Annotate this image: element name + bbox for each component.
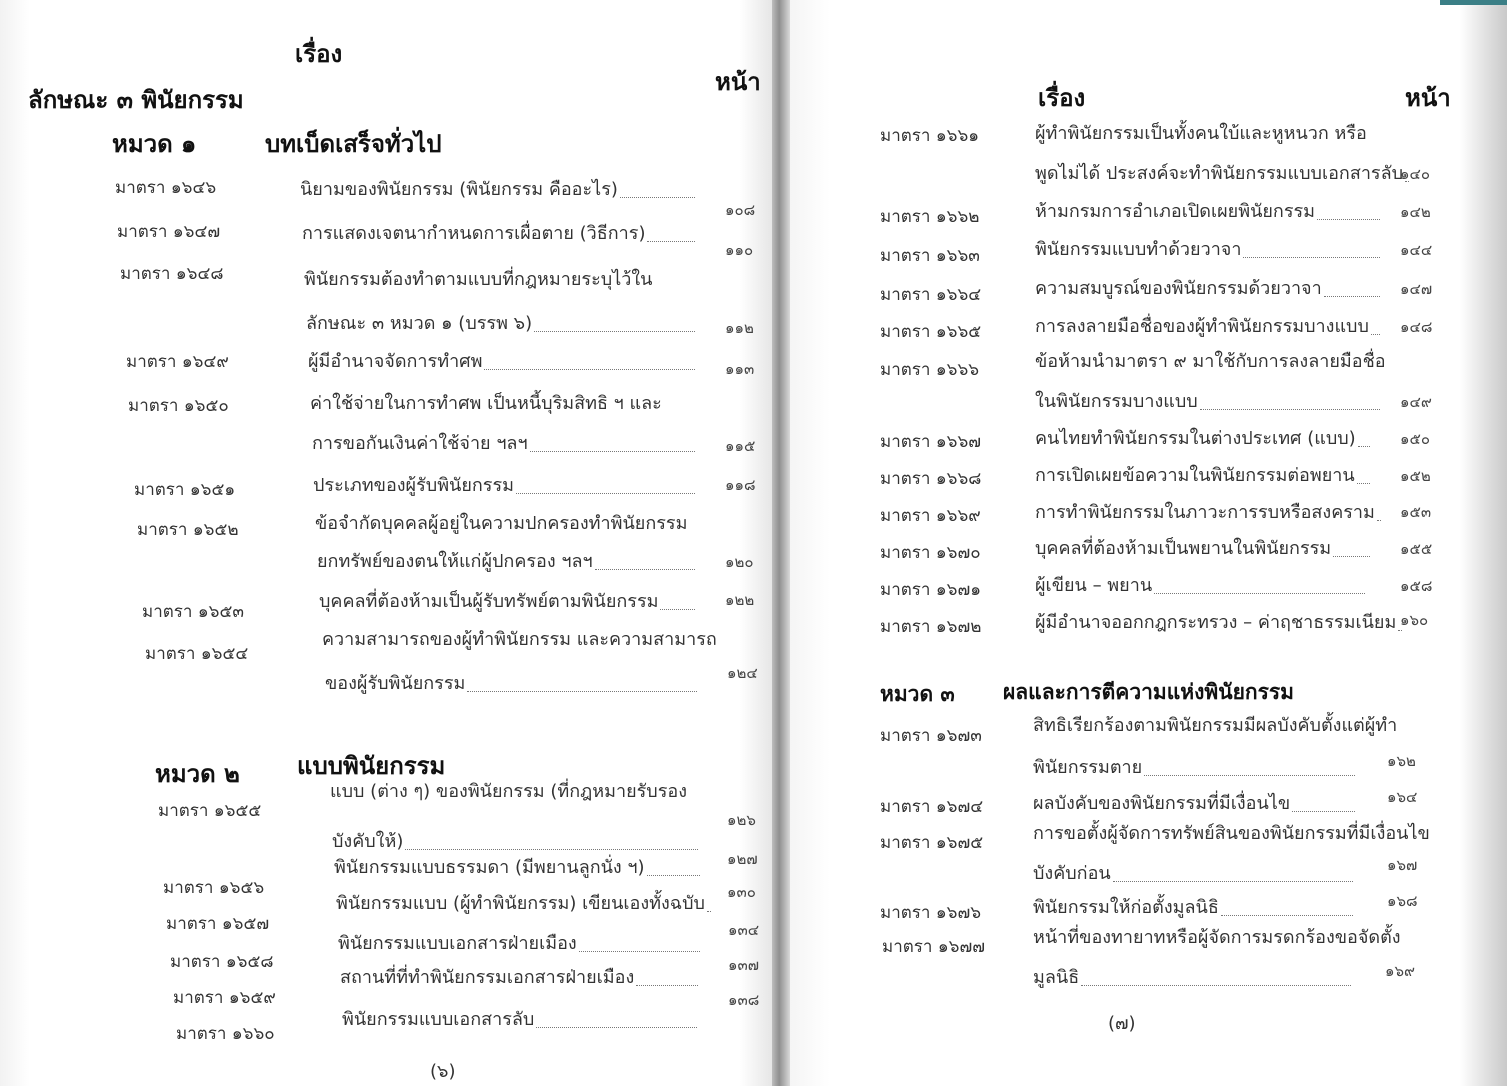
chapter-label: หมวด ๒ <box>155 760 240 788</box>
page-number: ๑๖๔ <box>1387 788 1418 806</box>
page-number: ๑๑๒ <box>725 319 754 337</box>
dot-leader <box>1081 985 1351 986</box>
entry-title: พินัยกรรมต้องทำตามแบบที่กฎหมายระบุไว้ใน <box>304 269 653 290</box>
dot-leader <box>1324 296 1380 297</box>
entry-title: ลักษณะ ๓ หมวด ๑ (บรรพ ๖) <box>306 313 533 334</box>
entry-title: บังคับก่อน <box>1033 863 1111 884</box>
page-number: ๑๖๙ <box>1385 962 1416 980</box>
toc-line[interactable] <box>310 388 702 417</box>
toc-line[interactable] <box>1035 118 1395 147</box>
entry-title: พินัยกรรมแบบธรรมดา (มีพยานลูกนั่ง ฯ) <box>334 857 645 878</box>
toc-line[interactable] <box>312 428 695 457</box>
entry-title: ของผู้รับพินัยกรรม <box>325 673 466 694</box>
section-label: มาตรา ๑๖๕๓ <box>142 602 244 622</box>
chapter-label: หมวด ๑ <box>112 130 197 158</box>
dot-leader <box>1154 593 1365 594</box>
toc-line[interactable] <box>1035 158 1404 187</box>
chapter-title: ผลและการตีความแห่งพินัยกรรม <box>1003 680 1295 704</box>
toc-line[interactable] <box>1033 710 1398 739</box>
entry-title: ผู้มีอำนาจออกกฎกระทรวง – ค่าฤชาธรรมเนียม <box>1035 612 1397 633</box>
page-number: ๑๕๒ <box>1400 467 1431 485</box>
dot-leader <box>1221 915 1353 916</box>
section-label: มาตรา ๑๖๗๗ <box>882 937 986 957</box>
entry-title: ผู้ทำพินัยกรรมเป็นทั้งคนใบ้และหูหนวก หรือ <box>1035 123 1367 144</box>
entry-title: ค่าใช้จ่ายในการทำศพ เป็นหนี้บุริมสิทธิ ฯ และ <box>310 393 662 414</box>
entry-title: ข้อจำกัดบุคคลผู้อยู่ในความปกครองทำพินัยกรรม <box>315 513 688 534</box>
section-label: มาตรา ๑๖๔๗ <box>117 222 221 242</box>
page-number: ๑๒๗ <box>727 850 758 868</box>
page-number: ๑๖๐ <box>1400 611 1429 629</box>
page-number: ๑๕๐ <box>1400 430 1431 448</box>
page-number: ๑๒๖ <box>727 811 756 829</box>
toc-line[interactable] <box>1035 460 1370 489</box>
dot-leader <box>595 569 695 570</box>
toc-line[interactable] <box>1035 196 1380 225</box>
chapter-title: แบบพินัยกรรม <box>297 752 446 780</box>
toc-line[interactable] <box>322 624 717 653</box>
dot-leader <box>1200 409 1380 410</box>
toc-line[interactable] <box>1033 752 1355 781</box>
chapter-title: บทเบ็ดเสร็จทั่วไป <box>265 130 442 158</box>
entry-title: ผลบังคับของพินัยกรรมที่มีเงื่อนไข <box>1033 793 1291 814</box>
entry-title: พินัยกรรมตาย <box>1033 757 1143 778</box>
entry-title: หน้าที่ของทายาทหรือผู้จัดการมรดกร้องขอจัดตั้ง <box>1033 927 1401 948</box>
dot-leader <box>1144 775 1355 776</box>
entry-title: ในพินัยกรรมบางแบบ <box>1035 391 1198 412</box>
page-number: ๑๔๘ <box>1400 318 1433 336</box>
entry-title: การขอตั้งผู้จัดการทรัพย์สินของพินัยกรรมที่มีเงื่อนไข <box>1033 823 1430 844</box>
entry-title: การขอกันเงินค่าใช้จ่าย ฯลฯ <box>312 433 528 454</box>
entry-title: นิยามของพินัยกรรม (พินัยกรรม คืออะไร) <box>300 179 618 200</box>
page-number: ๑๔๗ <box>1400 280 1433 298</box>
page-folio: (๖) <box>430 1061 456 1082</box>
toc-line[interactable] <box>306 308 695 337</box>
entry-title: พินัยกรรมให้ก่อตั้งมูลนิธิ <box>1033 897 1219 918</box>
page-number: ๑๖๗ <box>1387 856 1418 874</box>
background-corner <box>1440 0 1507 5</box>
entry-title: คนไทยทำพินัยกรรมในต่างประเทศ (แบบ) <box>1035 428 1356 449</box>
subject-heading: เรื่อง <box>1038 84 1086 112</box>
page-number: ๑๕๕ <box>1400 540 1433 558</box>
toc-line[interactable] <box>300 174 695 203</box>
section-label: มาตรา ๑๖๕๔ <box>145 644 249 664</box>
entry-title: บังคับให้) <box>332 831 404 852</box>
toc-line[interactable] <box>1033 922 1401 951</box>
toc-line[interactable] <box>1033 818 1430 847</box>
section-label: มาตรา ๑๖๗๖ <box>880 903 982 923</box>
dot-leader <box>1333 556 1370 557</box>
toc-line[interactable] <box>332 826 698 855</box>
section-label: มาตรา ๑๖๔๙ <box>126 352 229 372</box>
section-label: มาตรา ๑๖๔๖ <box>115 178 217 198</box>
section-label: มาตรา ๑๖๕๘ <box>170 952 274 972</box>
toc-line[interactable] <box>1035 234 1380 263</box>
section-label: มาตรา ๑๖๕๙ <box>173 988 276 1008</box>
entry-title: ห้ามกรมการอำเภอเปิดเผยพินัยกรรม <box>1035 201 1316 222</box>
page-number: ๑๕๘ <box>1400 577 1433 595</box>
toc-line[interactable] <box>308 346 695 375</box>
toc-line[interactable] <box>313 470 695 499</box>
entry-title: บุคคลที่ต้องห้ามเป็นพยานในพินัยกรรม <box>1035 538 1332 559</box>
dot-leader <box>1358 446 1370 447</box>
dot-leader <box>1317 219 1380 220</box>
page-number: ๑๖๘ <box>1387 892 1418 910</box>
dot-leader <box>647 875 700 876</box>
toc-line[interactable] <box>1033 892 1353 921</box>
entry-title: ยกทรัพย์ของตนให้แก่ผู้ปกครอง ฯลฯ <box>317 551 593 572</box>
dot-leader <box>484 369 695 370</box>
toc-line[interactable] <box>1035 533 1370 562</box>
page-number: ๑๑๐ <box>725 241 754 259</box>
entry-title: ประเภทของผู้รับพินัยกรรม <box>313 475 515 496</box>
page-number: ๑๕๓ <box>1400 503 1432 521</box>
section-label: มาตรา ๑๖๕๒ <box>137 520 239 540</box>
page-column-heading: หน้า <box>715 68 761 96</box>
entry-title: พินัยกรรมแบบเอกสารลับ <box>342 1009 535 1030</box>
page-number: ๑๒๐ <box>725 553 754 571</box>
section-label: มาตรา ๑๖๗๔ <box>880 797 984 817</box>
dot-leader <box>516 493 695 494</box>
dot-leader <box>1113 881 1353 882</box>
toc-line[interactable] <box>340 962 698 991</box>
dot-leader <box>660 609 695 610</box>
section-label: มาตรา ๑๖๖๙ <box>880 506 981 526</box>
toc-line[interactable] <box>1035 311 1380 340</box>
page-number: ๑๑๕ <box>725 437 756 455</box>
entry-title: ความสมบูรณ์ของพินัยกรรมด้วยวาจา <box>1035 278 1322 299</box>
section-label: มาตรา ๑๖๕๐ <box>128 396 229 416</box>
entry-title: สถานที่ที่ทำพินัยกรรมเอกสารฝ่ายเมือง <box>340 967 635 988</box>
entry-title: การลงลายมือชื่อของผู้ทำพินัยกรรมบางแบบ <box>1035 316 1369 337</box>
page-number: ๑๖๒ <box>1387 752 1416 770</box>
dot-leader <box>579 951 700 952</box>
toc-line[interactable] <box>1035 273 1380 302</box>
page-number: ๑๔๔ <box>1400 241 1433 259</box>
entry-title: พูดไม่ได้ ประสงค์จะทำพินัยกรรมแบบเอกสารลับ <box>1035 163 1404 184</box>
section-label: มาตรา ๑๖๖๖ <box>880 360 980 380</box>
entry-title: พินัยกรรมแบบทำด้วยวาจา <box>1035 239 1242 260</box>
page-number: ๑๒๔ <box>727 664 758 682</box>
page-number: ๑๓๘ <box>728 991 760 1009</box>
page-number: ๑๓๗ <box>728 956 760 974</box>
dot-leader <box>1243 257 1380 258</box>
section-label: มาตรา ๑๖๖๓ <box>880 246 980 266</box>
section-label: มาตรา ๑๖๖๗ <box>880 432 982 452</box>
entry-title: สิทธิเรียกร้องตามพินัยกรรมมีผลบังคับตั้งแต่ผู้ทำ <box>1033 715 1398 736</box>
dot-leader <box>620 197 695 198</box>
toc-line[interactable] <box>304 264 699 293</box>
toc-line[interactable] <box>334 852 700 881</box>
dot-leader <box>1371 334 1380 335</box>
toc-line[interactable] <box>1035 497 1375 526</box>
section-label: มาตรา ๑๖๕๑ <box>134 480 236 500</box>
entry-title: พินัยกรรมแบบ (ผู้ทำพินัยกรรม) เขียนเองทั้งฉบับ <box>336 893 705 914</box>
subject-heading: เรื่อง <box>295 40 343 68</box>
section-label: มาตรา ๑๖๖๘ <box>880 469 982 489</box>
dot-leader <box>1377 520 1381 521</box>
entry-title: แบบ (ต่าง ๆ) ของพินัยกรรม (ที่กฎหมายรับรอง <box>330 781 687 802</box>
section-label: มาตรา ๑๖๗๓ <box>880 726 982 746</box>
dot-leader <box>707 911 711 912</box>
toc-line[interactable] <box>336 888 705 917</box>
page-number: ๑๔๙ <box>1400 393 1432 411</box>
toc-line[interactable] <box>330 776 705 805</box>
part-title: ลักษณะ ๓ พินัยกรรม <box>28 86 244 114</box>
toc-line[interactable] <box>1035 607 1397 636</box>
dot-leader <box>405 849 698 850</box>
section-label: มาตรา ๑๖๖๔ <box>880 285 982 305</box>
entry-title: มูลนิธิ <box>1033 967 1080 988</box>
entry-title: บุคคลที่ต้องห้ามเป็นผู้รับทรัพย์ตามพินัยกรรม <box>319 591 659 612</box>
dot-leader <box>647 241 695 242</box>
toc-line[interactable] <box>338 928 700 957</box>
entry-title: ข้อห้ามนำมาตรา ๙ มาใช้กับการลงลายมือชื่อ <box>1035 351 1386 372</box>
dot-leader <box>1292 811 1355 812</box>
entry-title: ผู้เขียน – พยาน <box>1035 575 1153 596</box>
dot-leader <box>1357 483 1370 484</box>
section-label: มาตรา ๑๖๔๘ <box>120 264 224 284</box>
dot-leader <box>536 1027 697 1028</box>
section-label: มาตรา ๑๖๖๑ <box>880 126 980 146</box>
toc-line[interactable] <box>1033 858 1353 887</box>
page-folio: (๗) <box>1108 1013 1136 1034</box>
book-gutter <box>772 0 790 1086</box>
section-label: มาตรา ๑๖๕๖ <box>163 878 265 898</box>
toc-line[interactable] <box>1035 423 1370 452</box>
page-number: ๑๔๐ <box>1400 165 1431 183</box>
page-number: ๑๑๓ <box>725 360 755 378</box>
page-number: ๑๔๒ <box>1400 203 1431 221</box>
toc-line[interactable] <box>325 668 697 697</box>
section-label: มาตรา ๑๖๖๐ <box>176 1024 275 1044</box>
page-number: ๑๐๘ <box>725 201 756 219</box>
entry-title: การทำพินัยกรรมในภาวะการรบหรือสงคราม <box>1035 502 1375 523</box>
section-label: มาตรา ๑๖๗๕ <box>880 833 984 853</box>
section-label: มาตรา ๑๖๖๕ <box>880 322 982 342</box>
entry-title: พินัยกรรมแบบเอกสารฝ่ายเมือง <box>338 933 577 954</box>
page-number: ๑๒๒ <box>725 591 755 609</box>
section-label: มาตรา ๑๖๖๒ <box>880 207 980 227</box>
page-column-heading: หน้า <box>1405 84 1451 112</box>
toc-line[interactable] <box>1035 346 1385 375</box>
toc-line[interactable] <box>315 508 703 537</box>
section-label: มาตรา ๑๖๗๑ <box>880 580 982 600</box>
dot-leader <box>530 451 695 452</box>
entry-title: ความสามารถของผู้ทำพินัยกรรม และความสามารถ <box>322 629 717 650</box>
page-number: ๑๑๘ <box>725 476 756 494</box>
section-label: มาตรา ๑๖๕๕ <box>158 801 262 821</box>
page-number: ๑๓๐ <box>727 883 756 901</box>
chapter-label: หมวด ๓ <box>880 682 955 706</box>
toc-line[interactable] <box>342 1004 697 1033</box>
toc-line[interactable] <box>317 546 695 575</box>
dot-leader <box>636 985 698 986</box>
toc-line[interactable] <box>319 586 695 615</box>
toc-line[interactable] <box>1035 570 1365 599</box>
toc-line[interactable] <box>302 218 695 247</box>
dot-leader <box>534 331 695 332</box>
section-label: มาตรา ๑๖๗๐ <box>880 543 981 563</box>
toc-line[interactable] <box>1035 386 1380 415</box>
dot-leader <box>467 691 697 692</box>
toc-line[interactable] <box>1033 788 1355 817</box>
entry-title: ผู้มีอำนาจจัดการทำศพ <box>308 351 483 372</box>
section-label: มาตรา ๑๖๗๒ <box>880 617 982 637</box>
page-number: ๑๓๔ <box>728 921 760 939</box>
entry-title: การแสดงเจตนากำหนดการเผื่อตาย (วิธีการ) <box>302 223 646 244</box>
section-label: มาตรา ๑๖๕๗ <box>166 914 270 934</box>
entry-title: การเปิดเผยข้อความในพินัยกรรมต่อพยาน <box>1035 465 1355 486</box>
toc-line[interactable] <box>1033 962 1351 991</box>
